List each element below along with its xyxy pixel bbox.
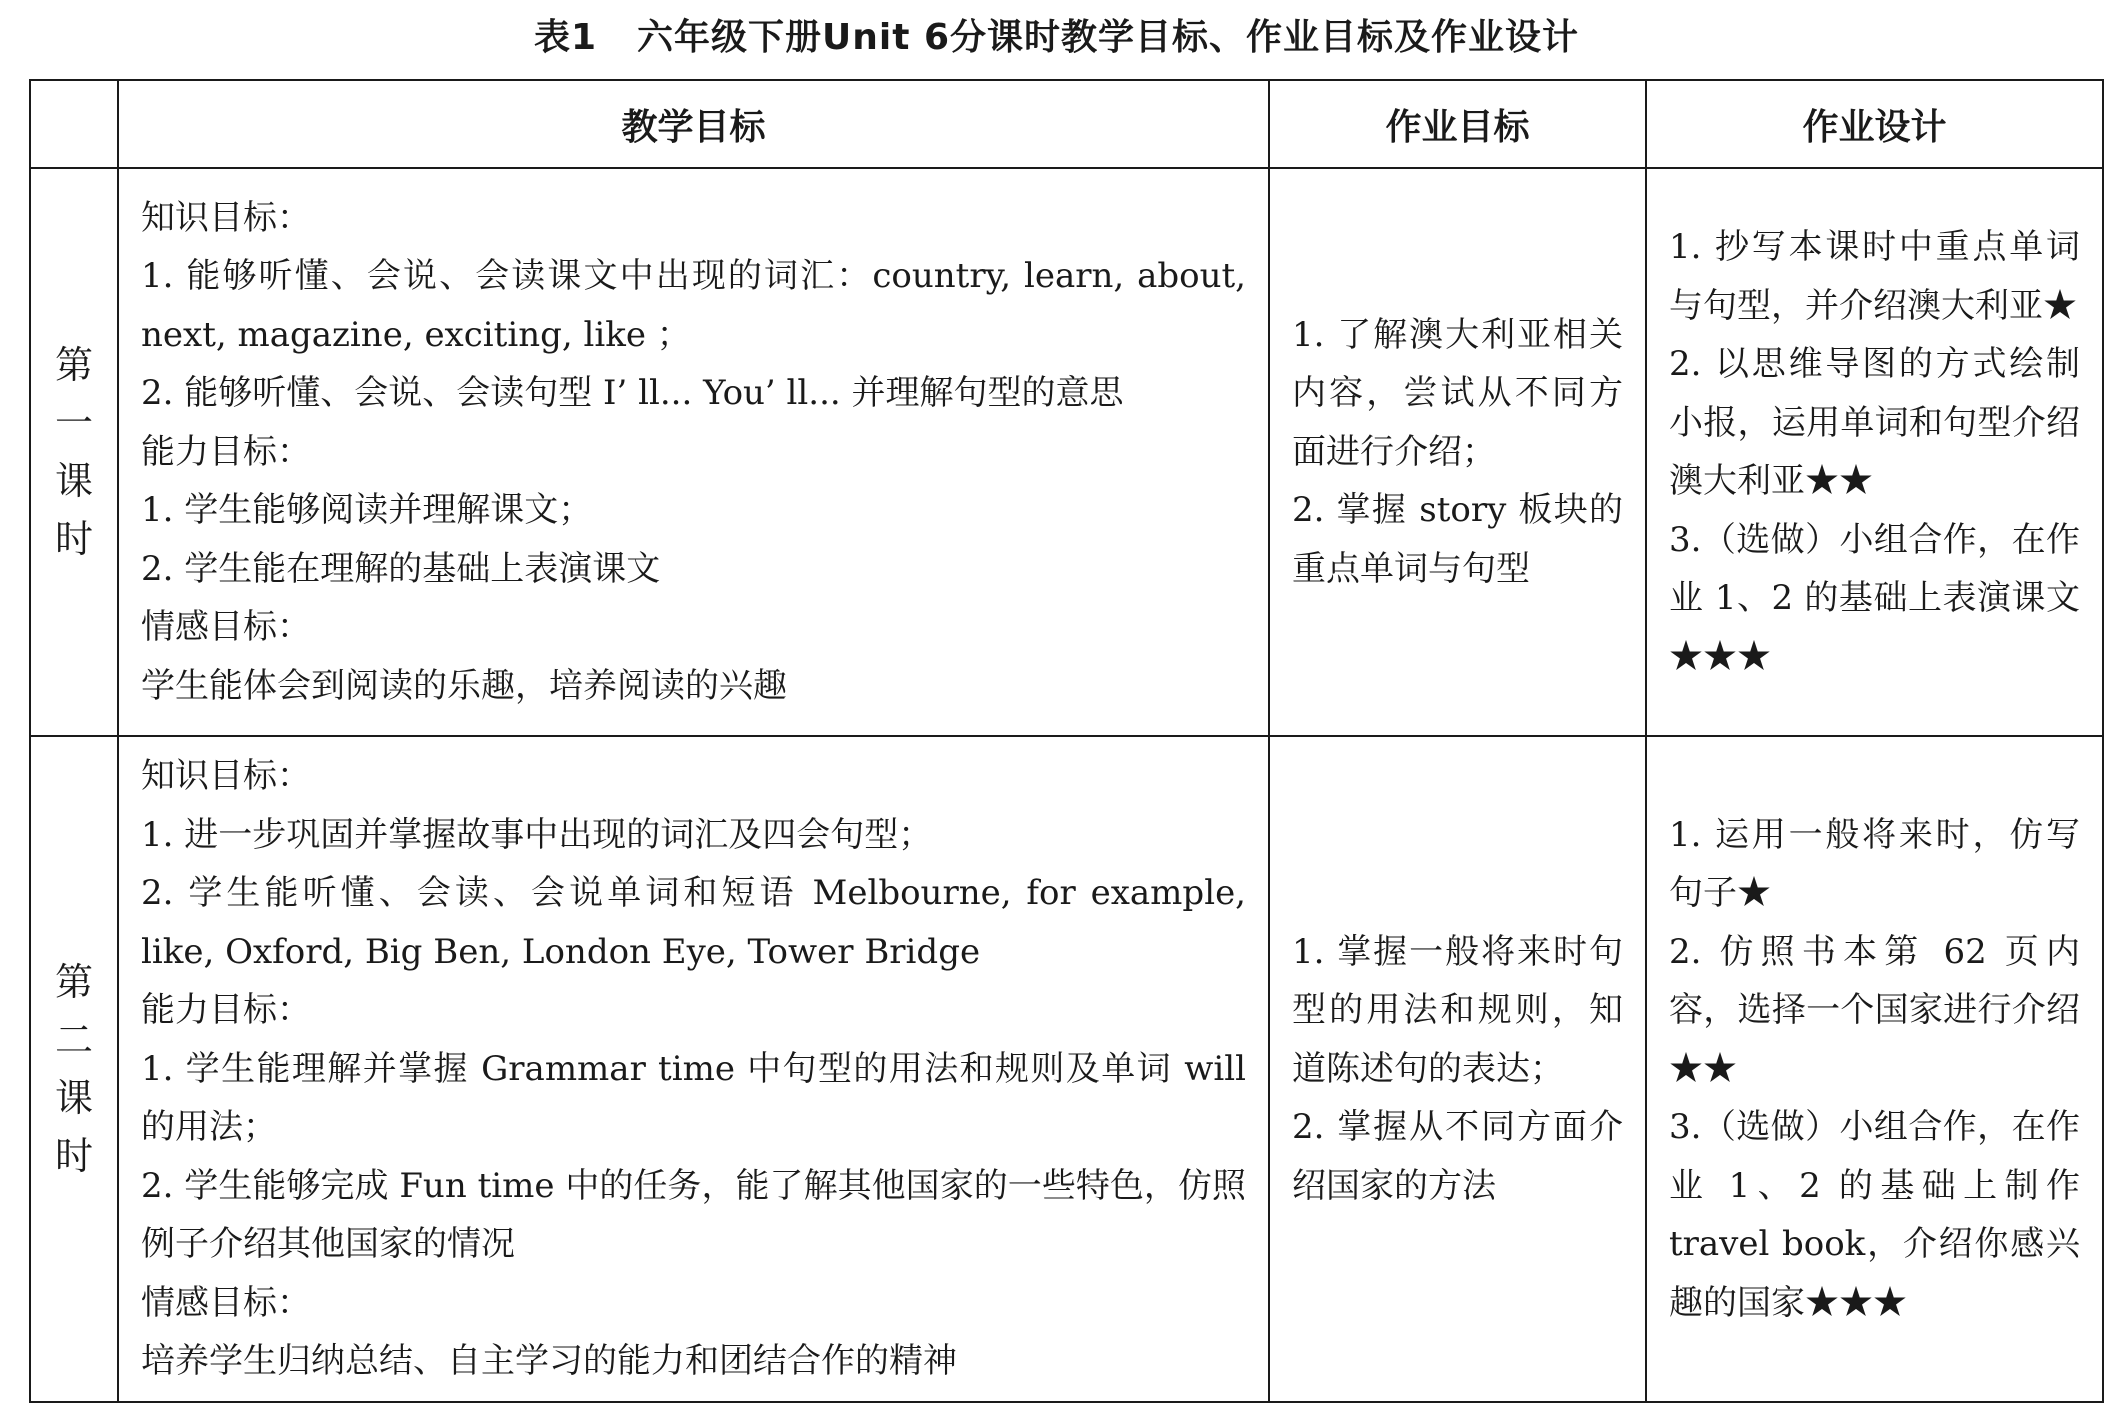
- homework-design-line: 1. 运用一般将来时，仿写句子★: [1669, 814, 2080, 913]
- goal-line: 2. 能够听懂、会说、会读句型 I’ ll... You’ ll... 并理解句型的意思: [141, 373, 1124, 414]
- homework-design-line: 1. 抄写本课时中重点单词与句型，并介绍澳大利亚★: [1669, 227, 2080, 326]
- header-teaching-goals: 教学目标: [118, 80, 1269, 168]
- lesson-char: 第: [54, 343, 93, 387]
- goal-line: 1. 学生能够阅读并理解课文；: [141, 490, 593, 531]
- goal-line: 2. 学生能听懂、会读、会说单词和短语 Melbourne, for example, like, Oxford, Big Ben, London Eye, Tower Bridge: [141, 873, 1246, 972]
- lesson-char: 时: [54, 517, 93, 561]
- lesson-char: 第: [54, 959, 93, 1004]
- homework-goals-cell: [1269, 736, 1646, 1402]
- goal-line: 1. 能够听懂、会说、会读课文中出现的词汇：country, learn, about, next, magazine, exciting, like ；: [141, 256, 1246, 355]
- table-caption: [0, 8, 2113, 68]
- lesson-label: [30, 736, 118, 1402]
- homework-goal-line: 1. 掌握一般将来时句型的用法和规则，知道陈述句的表达；: [1292, 931, 1623, 1089]
- homework-design-cell: [1646, 736, 2103, 1402]
- lesson-char: 一: [54, 401, 93, 445]
- goal-line: 情感目标：: [141, 607, 311, 648]
- homework-goals-cell: [1269, 168, 1646, 736]
- homework-design-line: 2. 仿照书本第 62 页内容，选择一个国家进行介绍★★: [1669, 931, 2080, 1089]
- homework-design-line: 3.（选做）小组合作，在作业 1、2 的基础上表演课文★★★: [1669, 519, 2080, 677]
- lesson-char: 时: [54, 1133, 93, 1178]
- header-homework-design: 作业设计: [1646, 80, 2103, 168]
- homework-design-line: 2. 以思维导图的方式绘制小报，运用单词和句型介绍澳大利亚★★: [1669, 344, 2080, 501]
- goal-line: 能力目标：: [141, 431, 311, 472]
- goal-line: 1. 学生能理解并掌握 Grammar time 中句型的用法和规则及单词 will 的用法；: [141, 1048, 1246, 1147]
- table-row: [30, 736, 2103, 1402]
- goal-line: 学生能体会到阅读的乐趣，培养阅读的兴趣: [141, 665, 787, 706]
- homework-goal-line: 1. 了解澳大利亚相关内容，尝试从不同方面进行介绍；: [1292, 314, 1623, 472]
- header-row: [30, 80, 2103, 168]
- goal-line: 情感目标：: [141, 1282, 311, 1323]
- teaching-goals-cell: [118, 168, 1269, 736]
- table-title: 六年级下册Unit 6分课时教学目标、作业目标及作业设计: [637, 17, 1580, 58]
- header-lesson: [30, 80, 118, 168]
- goal-line: 2. 学生能够完成 Fun time 中的任务，能了解其他国家的一些特色，仿照例子介绍其他国家的情况: [141, 1165, 1246, 1264]
- homework-goal-line: 2. 掌握 story 板块的重点单词与句型: [1292, 490, 1623, 589]
- lesson-label: [30, 168, 118, 736]
- goal-line: 知识目标：: [141, 756, 311, 796]
- homework-design-line: 3.（选做）小组合作，在作业 1、2 的基础上制作 travel book，介绍你感兴趣的国家★★★: [1669, 1107, 2080, 1323]
- goal-line: 1. 进一步巩固并掌握故事中出现的词汇及四会句型；: [141, 814, 933, 855]
- lesson-char: 二: [54, 1017, 93, 1062]
- goal-line: 能力目标：: [141, 990, 311, 1030]
- lesson-char: 课: [54, 459, 93, 503]
- homework-goal-line: 2. 掌握从不同方面介绍国家的方法: [1292, 1107, 1623, 1206]
- table-row: [30, 168, 2103, 736]
- lesson-char: 课: [54, 1075, 93, 1120]
- header-homework-goals: 作业目标: [1269, 80, 1646, 168]
- goal-line: 培养学生归纳总结、自主学习的能力和团结合作的精神: [141, 1341, 957, 1381]
- teaching-goals-cell: [118, 736, 1269, 1402]
- goal-line: 2. 学生能在理解的基础上表演课文: [141, 548, 661, 589]
- goal-line: 知识目标：: [141, 197, 311, 238]
- homework-design-cell: [1646, 168, 2103, 736]
- lesson-plan-table: [29, 79, 2104, 1403]
- table-number: 表1: [533, 17, 598, 58]
